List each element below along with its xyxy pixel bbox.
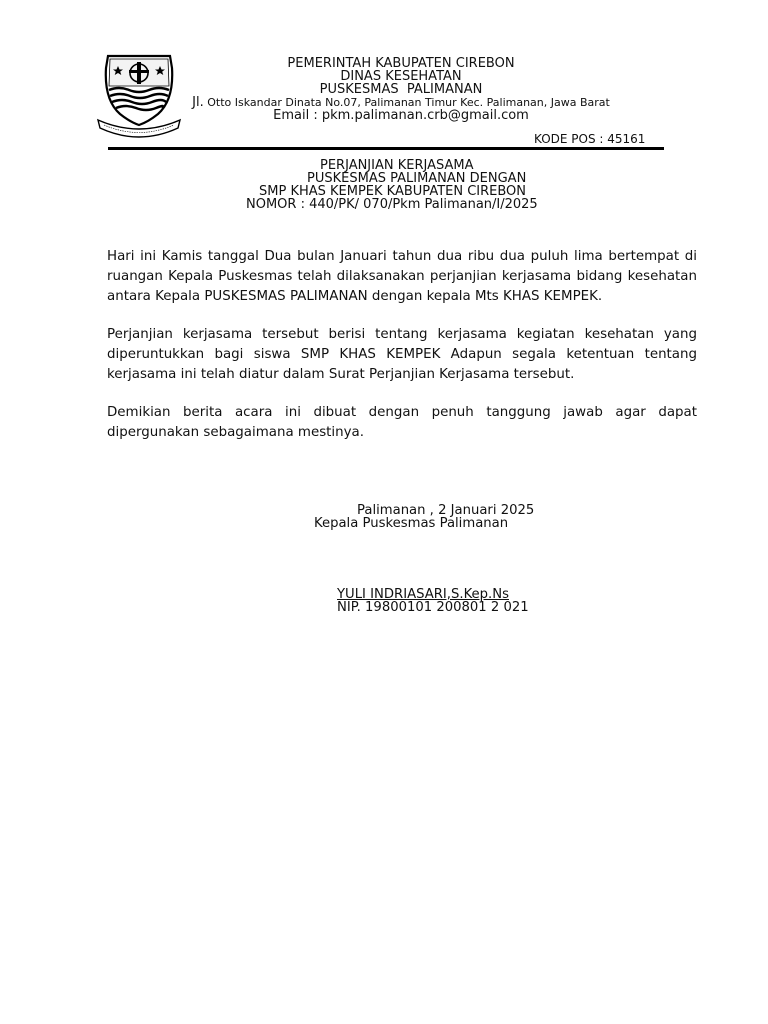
body-paragraph-2: Perjanjian kerjasama tersebut berisi tentang kerjasama kegiatan kesehatan yang diperuntukkan bagi siswa SMP KHAS KEMPEK Adapun segala ketentuan tentang kerjasama ini telah diatur dalam Surat Perjanjian Kerjasama tersebut. [107, 327, 697, 382]
body-paragraph-3: Demikian berita acara ini dibuat dengan penuh tanggung jawab agar dapat dipergunakan sebagaimana mestinya. [107, 405, 697, 440]
kop-agency-name: DINAS KESEHATAN [340, 69, 462, 84]
signatory-nip: NIP. 19800101 200801 2 021 [337, 600, 529, 615]
kop-address-text: Otto Iskandar Dinata No.07, Palimanan Timur Kec. Palimanan, Jawa Barat [203, 96, 610, 109]
body-paragraph-1: Hari ini Kamis tanggal Dua bulan Januari tahun dua ribu dua puluh lima bertempat di ruangan Kepala Puskesmas telah dilaksanakan perjanjian kerjasama bidang kesehatan antara Kepala PUSKESMAS PALIMANAN dengan kepala Mts KHAS KEMPEK. [107, 249, 697, 304]
kop-address-prefix: Jl. [192, 95, 204, 110]
signature-position: Kepala Puskesmas Palimanan [314, 516, 509, 531]
doc-number: NOMOR : 440/PK/ 070/Pkm Palimanan/I/2025 [246, 197, 538, 212]
signatory-name: YULI INDRIASARI,S.Kep.Ns [337, 587, 509, 602]
kop-postal-code: KODE POS : 45161 [534, 132, 646, 146]
kop-puskesmas-name: PUSKESMAS PALIMANAN [319, 82, 483, 97]
signature-place-date: Palimanan , 2 Januari 2025 [357, 503, 535, 518]
doc-title-line-1: PERJANJIAN KERJASAMA [320, 158, 474, 173]
letterhead-rule [108, 147, 664, 150]
kop-government-name: PEMERINTAH KABUPATEN CIREBON [287, 56, 515, 71]
doc-title-line-2: PUSKESMAS PALIMANAN DENGAN [307, 171, 527, 186]
doc-title-line-3: SMP KHAS KEMPEK KABUPATEN CIREBON [259, 184, 527, 199]
kop-email: Email : pkm.palimanan.crb@gmail.com [273, 108, 529, 123]
